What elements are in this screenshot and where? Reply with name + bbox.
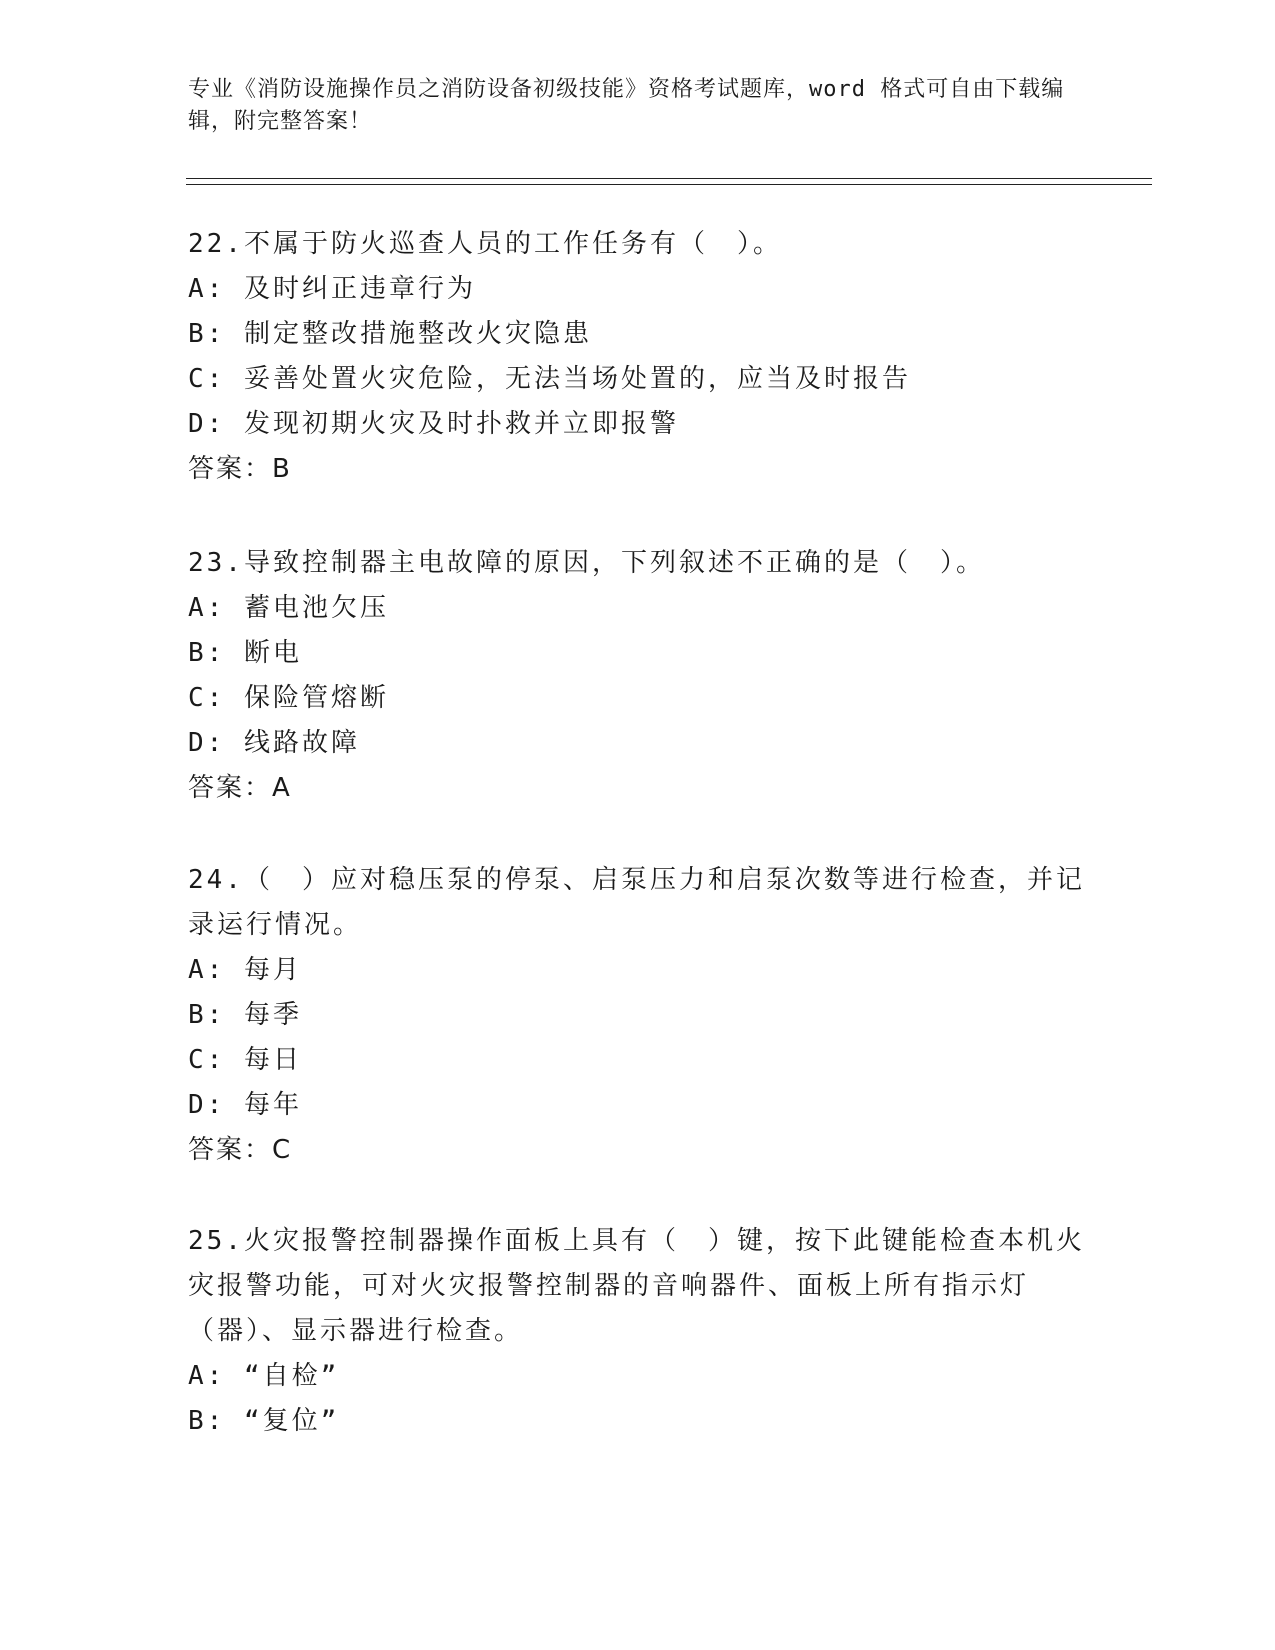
question-stem: 22.不属于防火巡查人员的工作任务有（ ）。 (188, 229, 782, 259)
option-c: C: 妥善处置火灾危险，无法当场处置的，应当及时报告 (188, 364, 911, 394)
question-24 (188, 858, 1088, 1173)
option-b: B: 断电 (188, 638, 302, 668)
question-23 (188, 541, 1088, 811)
question-stem: 23.导致控制器主电故障的原因，下列叙述不正确的是（ ）。 (188, 548, 985, 578)
option-d: D: 每年 (188, 1090, 302, 1120)
answer-line: 答案：A (188, 773, 292, 803)
header-divider (186, 178, 1152, 185)
option-a: A: 蓄电池欠压 (188, 593, 389, 623)
option-d: D: 线路故障 (188, 728, 360, 758)
option-a: A: 及时纠正违章行为 (188, 274, 476, 304)
option-b: B: 制定整改措施整改火灾隐患 (188, 319, 592, 349)
answer-line: 答案：C (188, 1135, 293, 1165)
answer-line: 答案：B (188, 454, 292, 484)
question-25 (188, 1219, 1088, 1444)
option-c: C: 保险管熔断 (188, 683, 389, 713)
option-c: C: 每日 (188, 1045, 302, 1075)
question-stem: 25.火灾报警控制器操作面板上具有（ ）键，按下此键能检查本机火灾报警功能，可对火灾报警控制器的音响器件、面板上所有指示灯（器）、显示器进行检查。 (188, 1226, 1085, 1346)
document-header-title: 专业《消防设施操作员之消防设备初级技能》资格考试题库，word 格式可自由下载编辑，附完整答案！ (188, 77, 1065, 134)
option-b: B: “复位” (188, 1406, 340, 1436)
question-22 (188, 222, 1088, 492)
option-a: A: 每月 (188, 955, 302, 985)
option-b: B: 每季 (188, 1000, 302, 1030)
option-d: D: 发现初期火灾及时扑救并立即报警 (188, 409, 679, 439)
question-stem: 24.（ ）应对稳压泵的停泵、启泵压力和启泵次数等进行检查，并记录运行情况。 (188, 865, 1085, 940)
option-a: A: “自检” (188, 1361, 340, 1391)
